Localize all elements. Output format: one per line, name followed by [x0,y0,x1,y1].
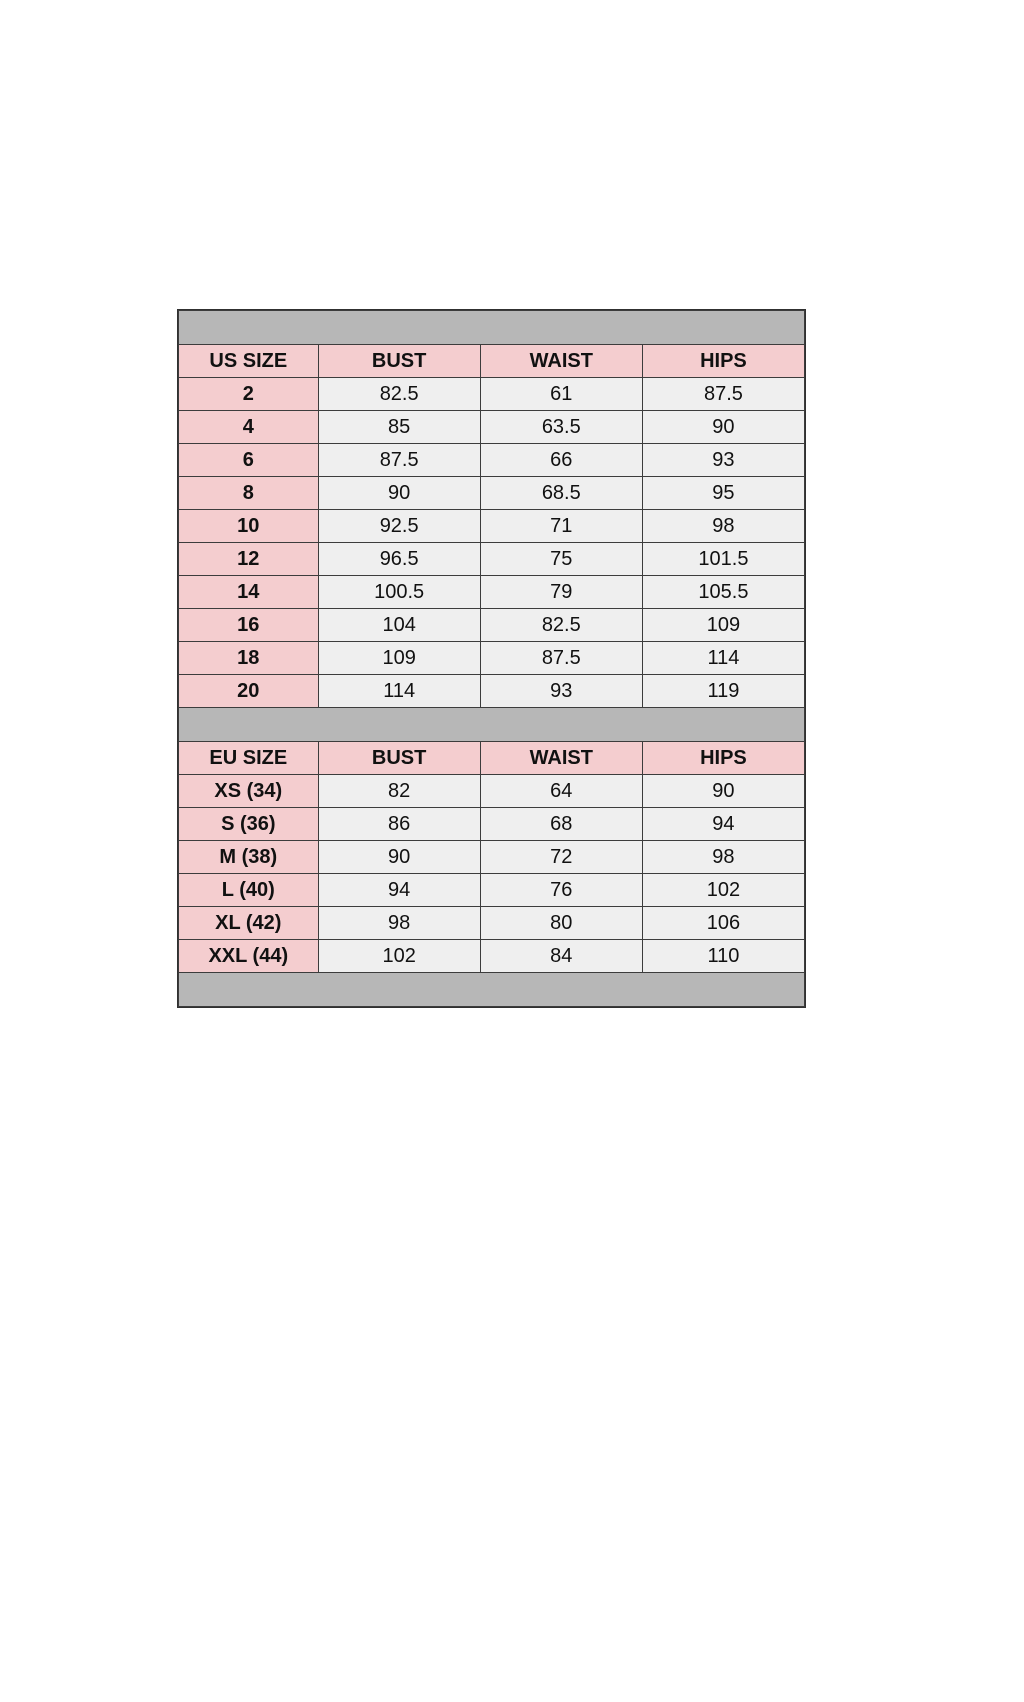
eu-size-cell: XXL (44) [179,940,319,973]
bust-value: 90 [318,841,480,874]
us-size-cell: 16 [179,609,319,642]
hips-value: 94 [642,808,804,841]
hips-value: 101.5 [642,543,804,576]
us-size-cell: 14 [179,576,319,609]
us-size-row-16 [179,609,805,642]
waist-value: 71 [480,510,642,543]
us-size-row-20 [179,675,805,708]
us-size-row-10 [179,510,805,543]
us-size-row-8 [179,477,805,510]
hips-value: 98 [642,841,804,874]
eu-size-row-l [179,874,805,907]
waist-value: 68 [480,808,642,841]
us-size-cell: 12 [179,543,319,576]
waist-value: 82.5 [480,609,642,642]
eu-size-row-s [179,808,805,841]
eu-size-cell: S (36) [179,808,319,841]
bust-value: 82.5 [318,378,480,411]
eu-size-row-xl [179,907,805,940]
us-size-cell: 8 [179,477,319,510]
bust-value: 86 [318,808,480,841]
top-grey-band [179,311,805,345]
waist-value: 93 [480,675,642,708]
waist-value: 63.5 [480,411,642,444]
eu-size-cell: M (38) [179,841,319,874]
us-size-row-18 [179,642,805,675]
grey-band-cell [179,708,805,742]
waist-value: 79 [480,576,642,609]
us-size-cell: 18 [179,642,319,675]
eu-size-cell: XS (34) [179,775,319,808]
bust-value: 87.5 [318,444,480,477]
grey-band-cell [179,973,805,1007]
eu-waist-column-header: WAIST [480,742,642,775]
eu-size-header-row [179,742,805,775]
hips-value: 109 [642,609,804,642]
hips-value: 90 [642,411,804,444]
bust-value: 96.5 [318,543,480,576]
waist-value: 87.5 [480,642,642,675]
hips-value: 119 [642,675,804,708]
bust-value: 104 [318,609,480,642]
waist-value: 64 [480,775,642,808]
us-size-row-12 [179,543,805,576]
hips-value: 105.5 [642,576,804,609]
us-size-row-4 [179,411,805,444]
us-hips-column-header: HIPS [642,345,804,378]
eu-size-row-m [179,841,805,874]
hips-value: 102 [642,874,804,907]
us-size-cell: 10 [179,510,319,543]
us-size-cell: 20 [179,675,319,708]
bust-value: 92.5 [318,510,480,543]
bust-value: 109 [318,642,480,675]
waist-value: 84 [480,940,642,973]
us-size-row-2 [179,378,805,411]
bust-value: 98 [318,907,480,940]
eu-size-cell: XL (42) [179,907,319,940]
eu-size-cell: L (40) [179,874,319,907]
waist-value: 80 [480,907,642,940]
hips-value: 114 [642,642,804,675]
hips-value: 93 [642,444,804,477]
hips-value: 106 [642,907,804,940]
eu-bust-column-header: BUST [318,742,480,775]
us-size-row-6 [179,444,805,477]
us-size-row-14 [179,576,805,609]
bust-value: 82 [318,775,480,808]
us-waist-column-header: WAIST [480,345,642,378]
bust-value: 85 [318,411,480,444]
eu-size-rows [179,775,805,973]
us-size-cell: 6 [179,444,319,477]
us-size-column-header: US SIZE [179,345,319,378]
hips-value: 95 [642,477,804,510]
size-chart-table [178,310,805,1007]
hips-value: 110 [642,940,804,973]
us-size-cell: 2 [179,378,319,411]
bust-value: 94 [318,874,480,907]
bottom-grey-band [179,973,805,1007]
hips-value: 98 [642,510,804,543]
middle-grey-band [179,708,805,742]
us-size-rows [179,378,805,708]
eu-size-row-xxl [179,940,805,973]
grey-band-cell [179,311,805,345]
waist-value: 68.5 [480,477,642,510]
bust-value: 100.5 [318,576,480,609]
us-size-cell: 4 [179,411,319,444]
eu-size-column-header: EU SIZE [179,742,319,775]
bust-value: 102 [318,940,480,973]
bust-value: 90 [318,477,480,510]
eu-hips-column-header: HIPS [642,742,804,775]
size-chart [177,309,806,1008]
waist-value: 66 [480,444,642,477]
us-bust-column-header: BUST [318,345,480,378]
waist-value: 75 [480,543,642,576]
bust-value: 114 [318,675,480,708]
us-size-header-row [179,345,805,378]
hips-value: 90 [642,775,804,808]
waist-value: 72 [480,841,642,874]
hips-value: 87.5 [642,378,804,411]
waist-value: 76 [480,874,642,907]
eu-size-row-xs [179,775,805,808]
waist-value: 61 [480,378,642,411]
